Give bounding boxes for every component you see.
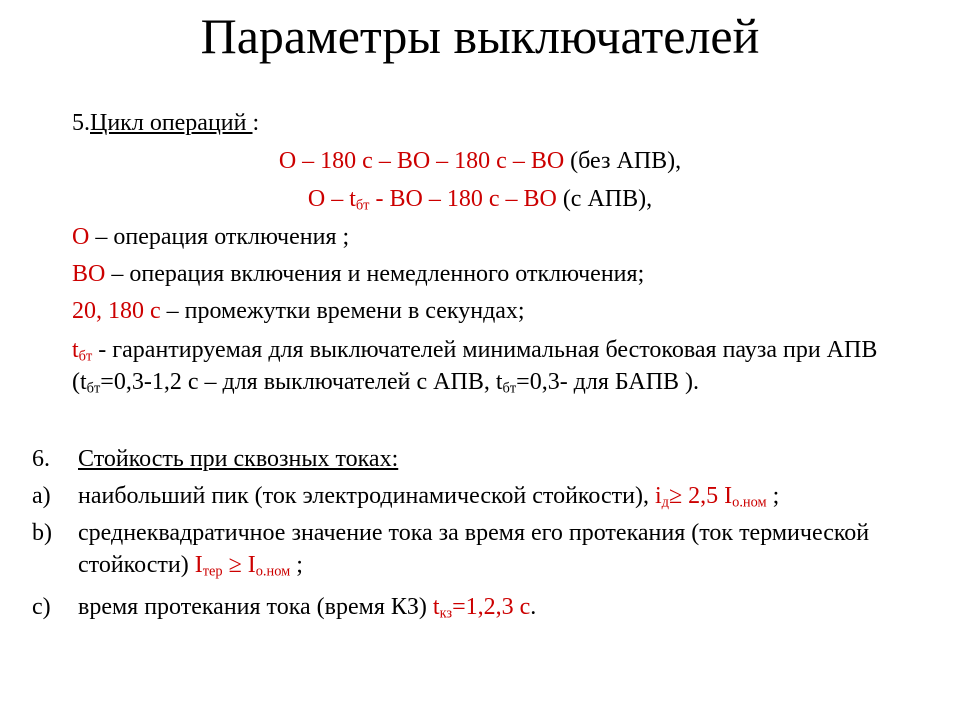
- list-marker: a): [32, 483, 51, 509]
- cycle-1-note: (без АПВ),: [564, 148, 682, 174]
- section-5-heading: [72, 108, 259, 138]
- cycle-1-formula: О – 180 с – ВО – 180 с – ВО: [278, 148, 565, 174]
- list-marker: c): [32, 594, 51, 620]
- section-6-title: Стойкость при сквозных токах:: [78, 446, 399, 472]
- cycle-2-formula: О – $t_{бт}$ - ВО – 180 с – ВО: [307, 186, 557, 214]
- slide-title: Параметры выключателей: [200, 8, 760, 64]
- section-5-colon: :: [252, 110, 260, 136]
- section-6-number: 6.: [32, 446, 50, 472]
- definition-o-text: – операция отключения ;: [89, 224, 350, 250]
- definition-intervals-term: 20, 180 с: [72, 298, 161, 324]
- definition-pause: $t_{бт}$ - гарантируемая для выключателей минимальная бестоковая пауза при АПВ ($t_{бт}=0,3-1,2$ с – для выключателей с АПВ, $t_{бт}=0,3-$ для БАПВ ).: [72, 337, 878, 397]
- definition-intervals-text: – промежутки времени в секундах;: [160, 298, 525, 324]
- list-item-text: время протекания тока (время КЗ) $t_{кз}=1,2,3$ с.: [78, 594, 537, 622]
- definition-vo: [72, 259, 644, 289]
- section-5-number: 5.: [72, 110, 90, 136]
- cycle-with-apv: [0, 184, 960, 214]
- definition-intervals: [72, 296, 525, 326]
- list-item-text: среднеквадратичное значение тока за время его протекания (ток термической стойкости) $I_{тер} \ge I_{о.ном}$ ;: [78, 520, 870, 580]
- definition-o: [72, 222, 349, 252]
- list-item-text: наибольший пик (ток электродинамической стойкости), $i_д\ge 2,5$ $I_{о.ном}$ ;: [78, 483, 780, 511]
- section-5-title: Цикл операций: [90, 110, 253, 136]
- definition-pause-term: $t_{бт}$: [72, 337, 93, 365]
- cycle-2-note: (с АПВ),: [556, 186, 653, 212]
- list-marker: b): [32, 520, 52, 546]
- cycle-without-apv: [0, 146, 960, 176]
- definition-vo-term: ВО: [72, 261, 106, 287]
- definition-vo-text: – операция включения и немедленного отключения;: [105, 261, 645, 287]
- definition-o-term: О: [72, 224, 90, 250]
